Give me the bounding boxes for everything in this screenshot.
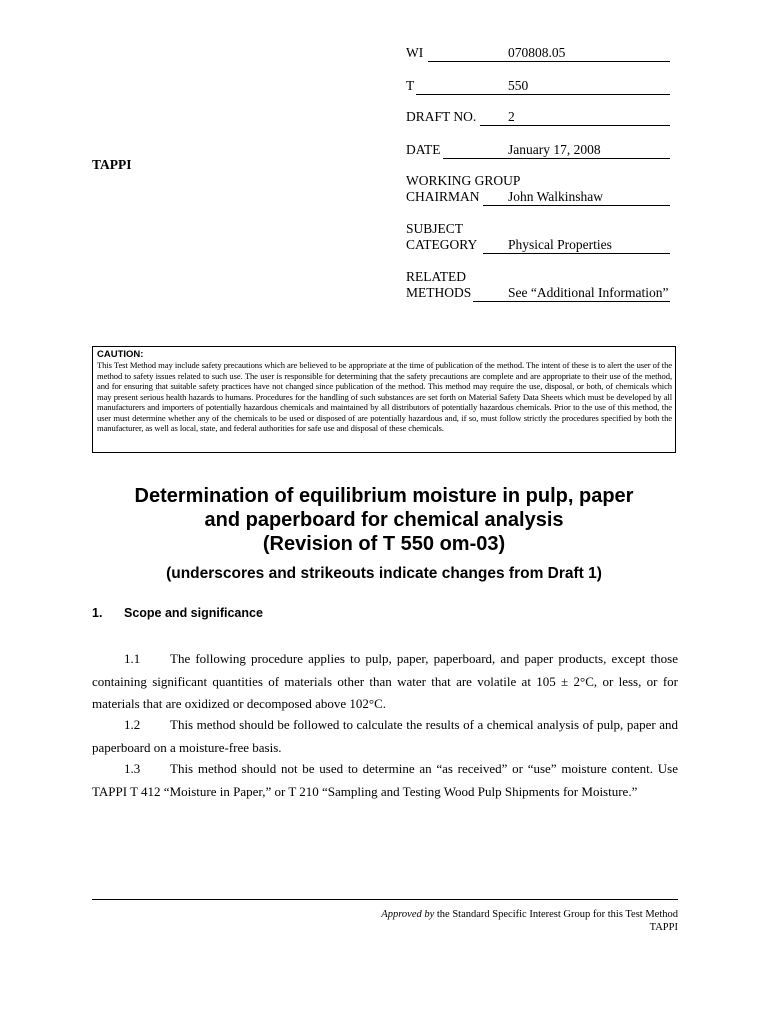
section-number: 1.	[92, 606, 103, 620]
draft-label: DRAFT NO.	[406, 109, 477, 124]
paragraph-text: or less	[597, 673, 639, 689]
paragraph-1-2	[92, 714, 678, 759]
footer-approval	[381, 908, 678, 921]
inserted-comma: ,	[593, 673, 598, 689]
caution-title: CAUTION:	[97, 349, 144, 360]
t-value: 550	[508, 78, 529, 93]
date-label: DATE	[406, 142, 441, 157]
chairman-label: CHAIRMAN	[406, 189, 480, 204]
title-line-3: (Revision of T 550 om-03)	[262, 533, 506, 555]
document-title	[60, 484, 708, 556]
chairman-value: John Walkinshaw	[508, 189, 604, 204]
draft-row	[406, 109, 515, 125]
caution-text: This Test Method may include safety precautions which are believed to be appropriate at the time of publication of the method. The intent of these is to alert the user of the method to safety issues related to such use. The user is responsible for determining that the safety precautions are complete and are appropriate to their use of the method, and for ensuring that suitable safety practices have not changed since publication of the method. This method may require the use, disposal, or both, of chemicals which may present serious health hazards to humans. Procedures for the handling of such substances are set forth on Material Safety Data Sheets which must be developed by all manufacturers and importers of potentially hazardous chemicals and maintained by all distributors of potentially hazardous chemicals. Prior to the use of this method, the user must determine whether any of the chemicals to be used or disposed of are potentially hazardous and, if so, must follow strictly the procedures specified by both the manufacturer, as well as local, state, and federal authorities for safe use and disposal of these chemicals.	[97, 360, 672, 433]
draft-value-line	[480, 109, 670, 126]
chairman-value-line	[483, 189, 670, 206]
methods-value: See “Additional Information”	[508, 285, 669, 300]
category-value: Physical Properties	[508, 237, 612, 252]
wi-label: WI	[406, 45, 424, 60]
footer-rule	[92, 899, 678, 900]
working-group-label: WORKING GROUP	[406, 173, 521, 188]
related-label: RELATED	[406, 269, 466, 284]
paragraph-text: or for materials that are oxidized or decomposed above 102°C.	[92, 673, 678, 711]
wi-value-line	[428, 45, 670, 62]
approved-by-text: the Standard Specific Interest Group for this Test Method	[434, 909, 678, 920]
paragraph-text: This method should not be used to determine an “as received” or “use” moisture content. Use TAPPI T 412 “Moisture in Paper,” or T 210 “Sampling and Testing Wood Pulp Shipments for Moisture.”	[92, 761, 678, 799]
paragraph-1-3	[92, 758, 678, 803]
title-line-2: and paperboard for chemical analysis	[204, 509, 564, 531]
date-row	[406, 142, 601, 158]
paragraph-text: The following procedure applies to pulp, paper, paperboard, and paper products, except those containing significant quantities of materials other than water that are volatile at 105 ± 2°C	[92, 651, 678, 689]
wi-value: 070808.05	[508, 45, 566, 60]
paragraph-number: 1.1	[124, 651, 141, 666]
subject-row	[406, 221, 612, 253]
draft-value: 2	[508, 109, 515, 124]
footer-org: TAPPI	[649, 922, 678, 933]
date-value: January 17, 2008	[508, 142, 601, 157]
t-value-line	[416, 78, 670, 95]
inserted-comma: ,	[638, 673, 642, 689]
section-title: Scope and significance	[124, 606, 263, 620]
paragraph-number: 1.2	[124, 717, 141, 732]
t-label: T	[406, 78, 415, 93]
related-row	[406, 269, 669, 301]
approved-by-label: Approved by	[381, 909, 435, 920]
caution-box	[92, 346, 676, 453]
working-group-row	[406, 173, 604, 205]
org-name: TAPPI	[92, 157, 132, 172]
t-row	[406, 78, 529, 94]
category-label: CATEGORY	[406, 237, 478, 252]
paragraph-number: 1.3	[124, 761, 141, 776]
methods-label: METHODS	[406, 285, 472, 300]
title-line-1: Determination of equilibrium moisture in pulp, paper	[134, 485, 634, 507]
paragraph-1-1	[92, 648, 678, 716]
section-heading	[92, 606, 263, 620]
category-value-line	[483, 237, 670, 254]
document-subtitle: (underscores and strikeouts indicate changes from Draft 1)	[166, 565, 602, 582]
subject-label: SUBJECT	[406, 221, 464, 236]
date-value-line	[443, 142, 670, 159]
paragraph-text: This method should be followed to calculate the results of a chemical analysis of pulp, paper and paperboard on a moisture-free basis.	[92, 717, 678, 755]
wi-row	[406, 45, 566, 61]
methods-value-line	[473, 285, 670, 302]
